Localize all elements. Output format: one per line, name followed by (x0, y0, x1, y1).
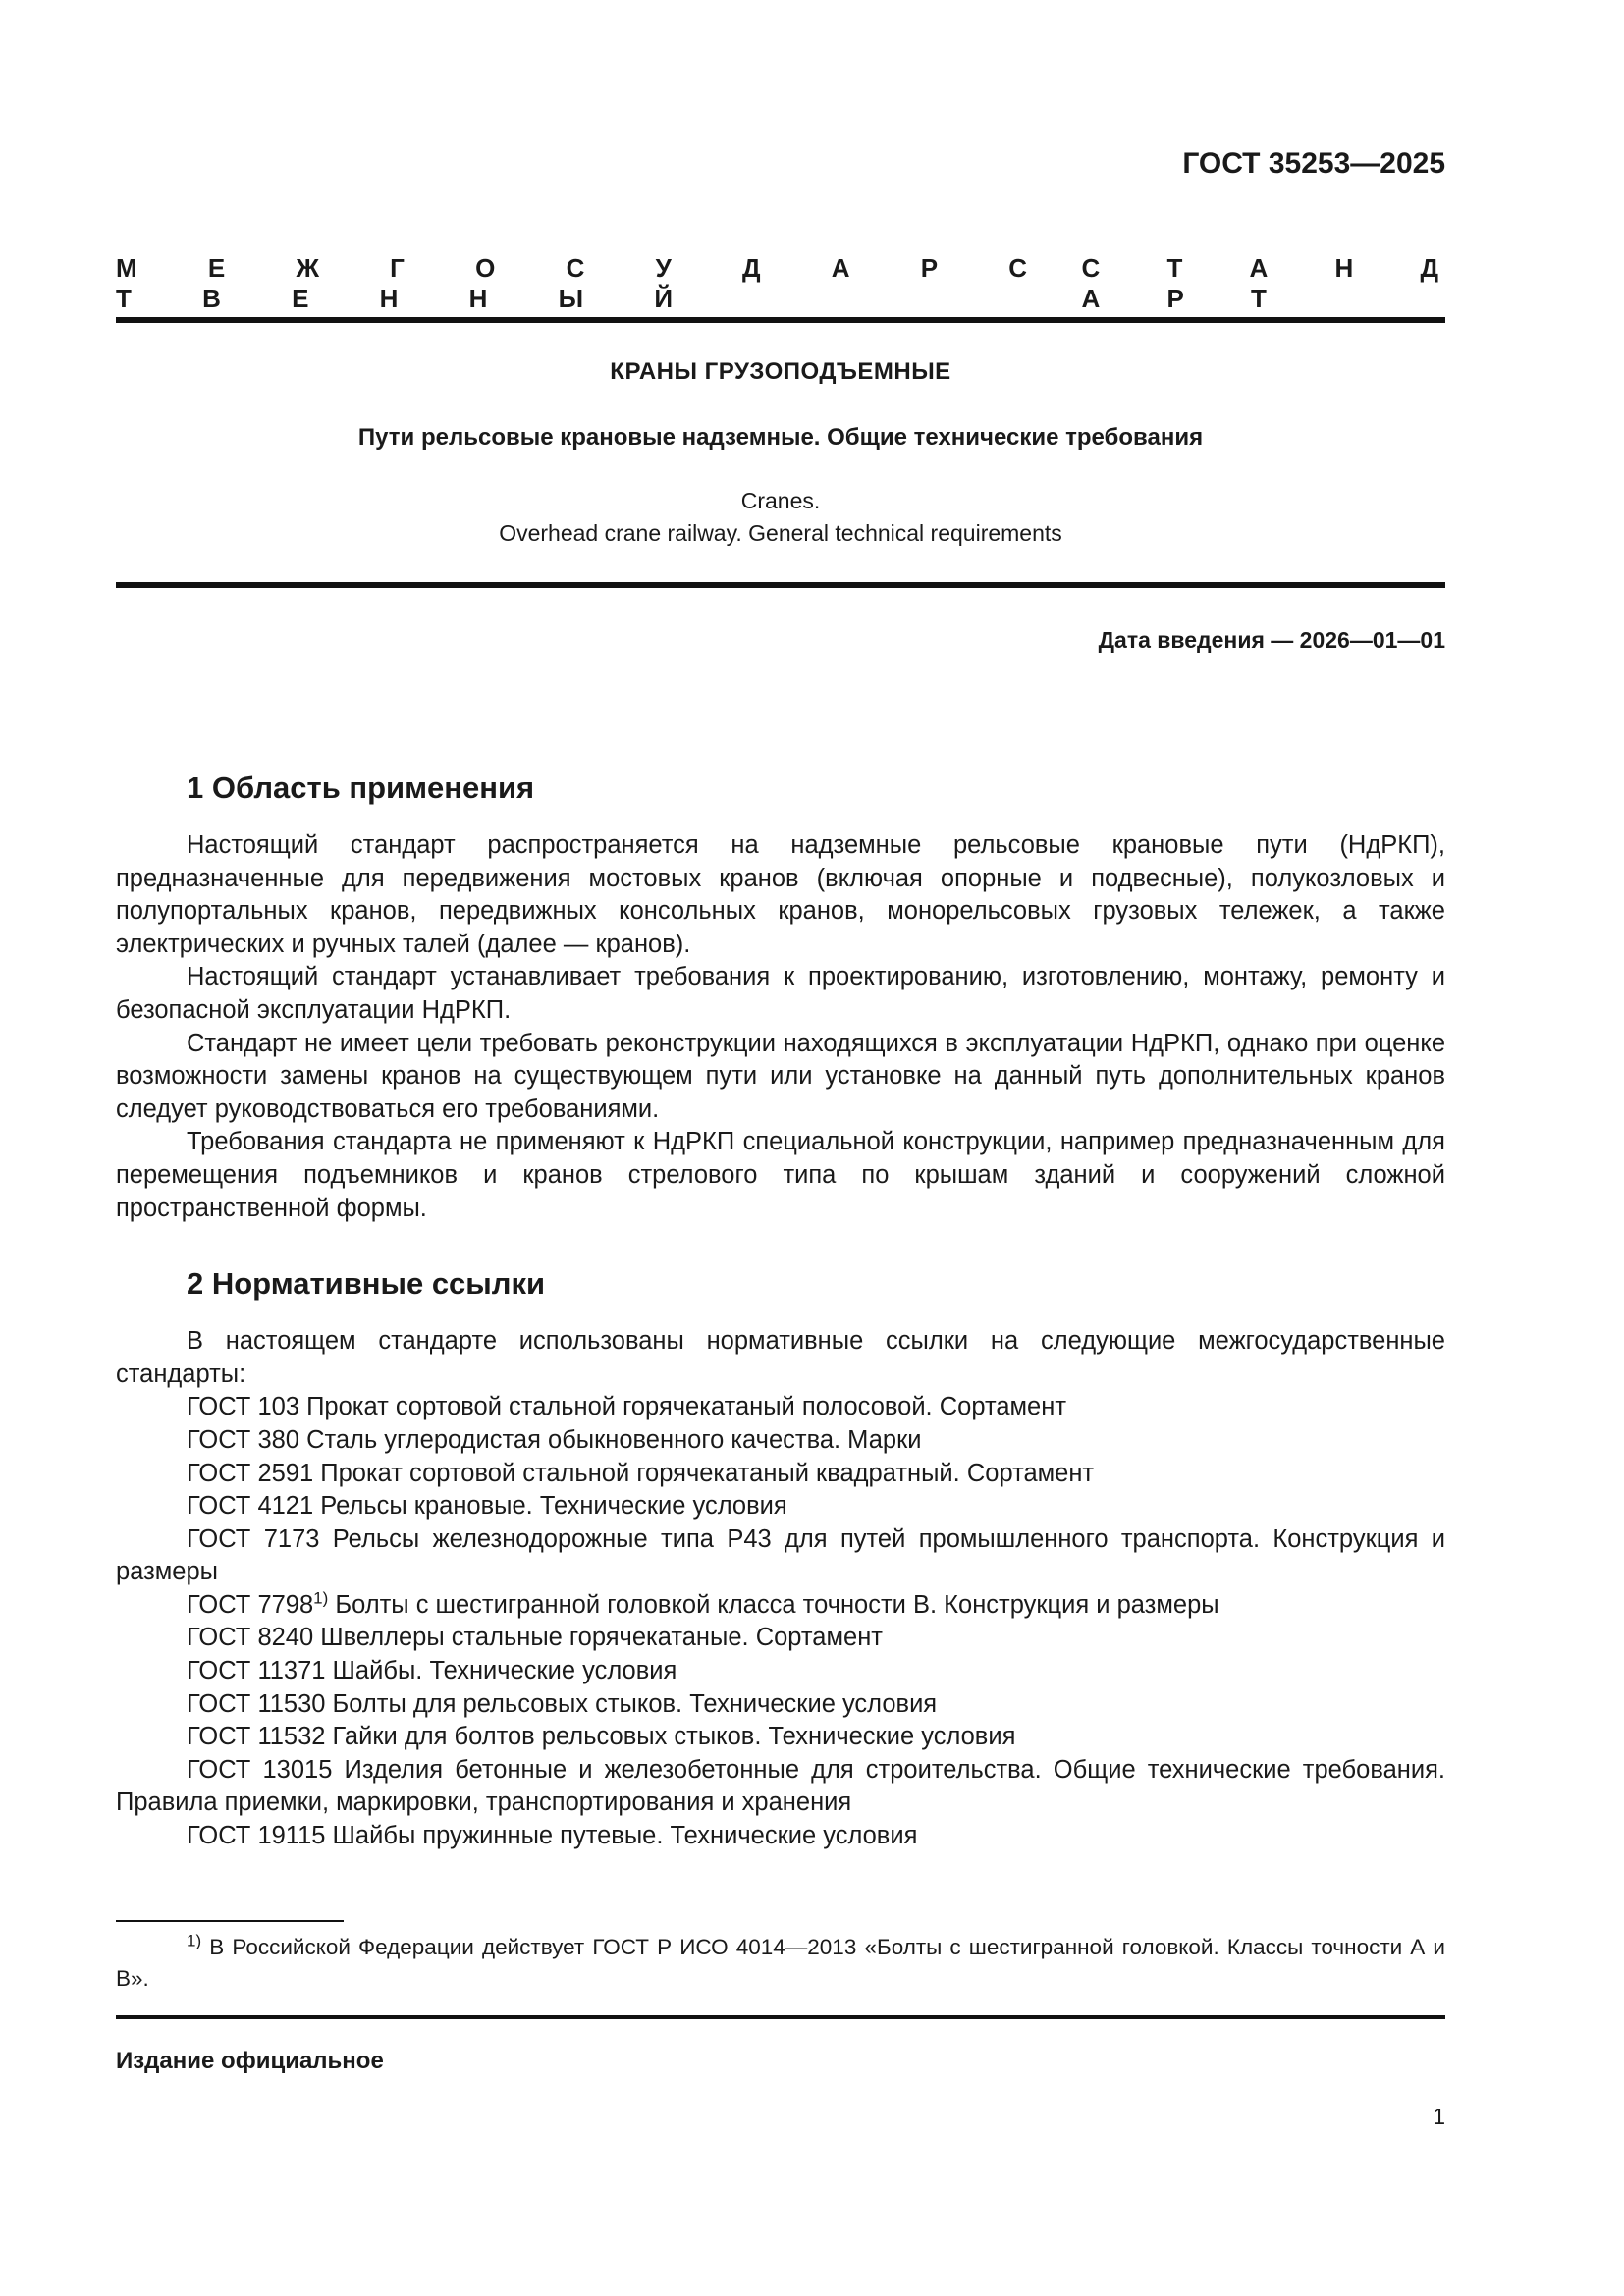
reference-item: ГОСТ 11530 Болты для рельсовых стыков. Технические условия (187, 1689, 938, 1718)
english-title-line-2: Overhead crane railway. General technical requirements (499, 520, 1062, 546)
footnote-separator (116, 1920, 344, 1922)
section-2-intro: В настоящем стандарте использованы нормативные ссылки на следующие межгосударственные стандарты: (116, 1327, 1445, 1388)
official-edition-label: Издание официальное (116, 2048, 384, 2074)
english-title (116, 485, 1445, 550)
document-title: КРАНЫ ГРУЗОПОДЪЕМНЫЕ (610, 358, 951, 385)
footnote-text: В Российской Федерации действует ГОСТ Р ИСО 4014—2013 «Болты с шестигранной головкой. Классы точности А и В». (116, 1935, 1445, 1991)
section-1-paragraph: Требования стандарта не применяют к НдРКП специальной конструкции, например предназначенным для перемещения подъемников и кранов стрелового типа по крышам зданий и сооружений сложной пространственной формы. (116, 1128, 1445, 1222)
reference-item: ГОСТ 4121 Рельсы крановые. Технические условия (187, 1492, 787, 1521)
english-title-line-1: Cranes. (740, 488, 821, 513)
reference-item: ГОСТ 11371 Шайбы. Технические условия (187, 1657, 677, 1685)
title-divider (116, 582, 1445, 588)
footnote-mark: 1) (187, 1931, 202, 1950)
interstate-standard-banner (116, 253, 1469, 314)
reference-item: ГОСТ 13015 Изделия бетонные и железобетонные для строительства. Общие технические требования. Правила приемки, маркировки, транспортирования и хранения (116, 1755, 1445, 1817)
section-1-paragraph: Настоящий стандарт распространяется на надземные рельсовые крановые пути (НдРКП), предназначенные для передвижения мостовых кранов (включая опорные и подвесные), полукозловых и полупортальных кранов, передвижных консольных кранов, монорельсовых грузовых тележек, а также электрических и ручных талей (далее — кранов). (116, 831, 1445, 958)
footnote (116, 1932, 1445, 1995)
interstate-word-2: С Т А Н Д А Р Т (1081, 253, 1469, 313)
footnote-marker[interactable]: 1) (313, 1588, 329, 1608)
section-1-paragraph: Настоящий стандарт устанавливает требования к проектированию, изготовлению, монтажу, ремонту и безопасной эксплуатации НдРКП. (116, 963, 1445, 1024)
reference-item: ГОСТ 380 Сталь углеродистая обыкновенного качества. Марки (187, 1425, 922, 1454)
page-number: 1 (1433, 2104, 1445, 2129)
document-page (116, 0, 1469, 2296)
document-subtitle: Пути рельсовые крановые надземные. Общие технические требования (357, 424, 1204, 451)
section-1-paragraph: Стандарт не имеет цели требовать реконструкции находящихся в эксплуатации НдРКП, однако при оценке возможности замены кранов на существующем пути или установке на данный путь дополнительных кранов следует руководствоваться его требованиями. (116, 1029, 1445, 1123)
footer-divider (116, 2015, 1445, 2019)
reference-item: ГОСТ 8240 Швеллеры стальные горячекатаные. Сортамент (187, 1624, 883, 1652)
reference-item: ГОСТ 19115 Шайбы пружинные путевые. Технические условия (187, 1822, 918, 1850)
document-body (116, 769, 1445, 1853)
reference-item: ГОСТ 103 Прокат сортовой стальной горячекатаный полосовой. Сортамент (187, 1393, 1066, 1421)
reference-code: ГОСТ 7798 (187, 1590, 314, 1619)
reference-item-7798 (116, 1589, 1445, 1623)
standard-number: ГОСТ 35253—2025 (1182, 147, 1445, 180)
reference-item: ГОСТ 11532 Гайки для болтов рельсовых стыков. Технические условия (187, 1723, 1016, 1751)
reference-text: Болты с шестигранной головкой класса точности В. Конструкция и размеры (328, 1590, 1219, 1619)
top-divider (116, 317, 1445, 323)
section-2-heading: 2 Нормативные ссылки (187, 1266, 546, 1302)
interstate-word-1: М Е Ж Г О С У Д А Р С Т В Е Н Н Ы Й (116, 253, 1057, 313)
introduction-date: Дата введения — 2026—01—01 (1098, 627, 1445, 653)
section-1-heading: 1 Область применения (187, 771, 535, 805)
reference-item: ГОСТ 7173 Рельсы железнодорожные типа Р43 для путей промышленного транспорта. Конструкция и размеры (116, 1524, 1445, 1586)
reference-item: ГОСТ 2591 Прокат сортовой стальной горячекатаный квадратный. Сортамент (187, 1459, 1095, 1487)
